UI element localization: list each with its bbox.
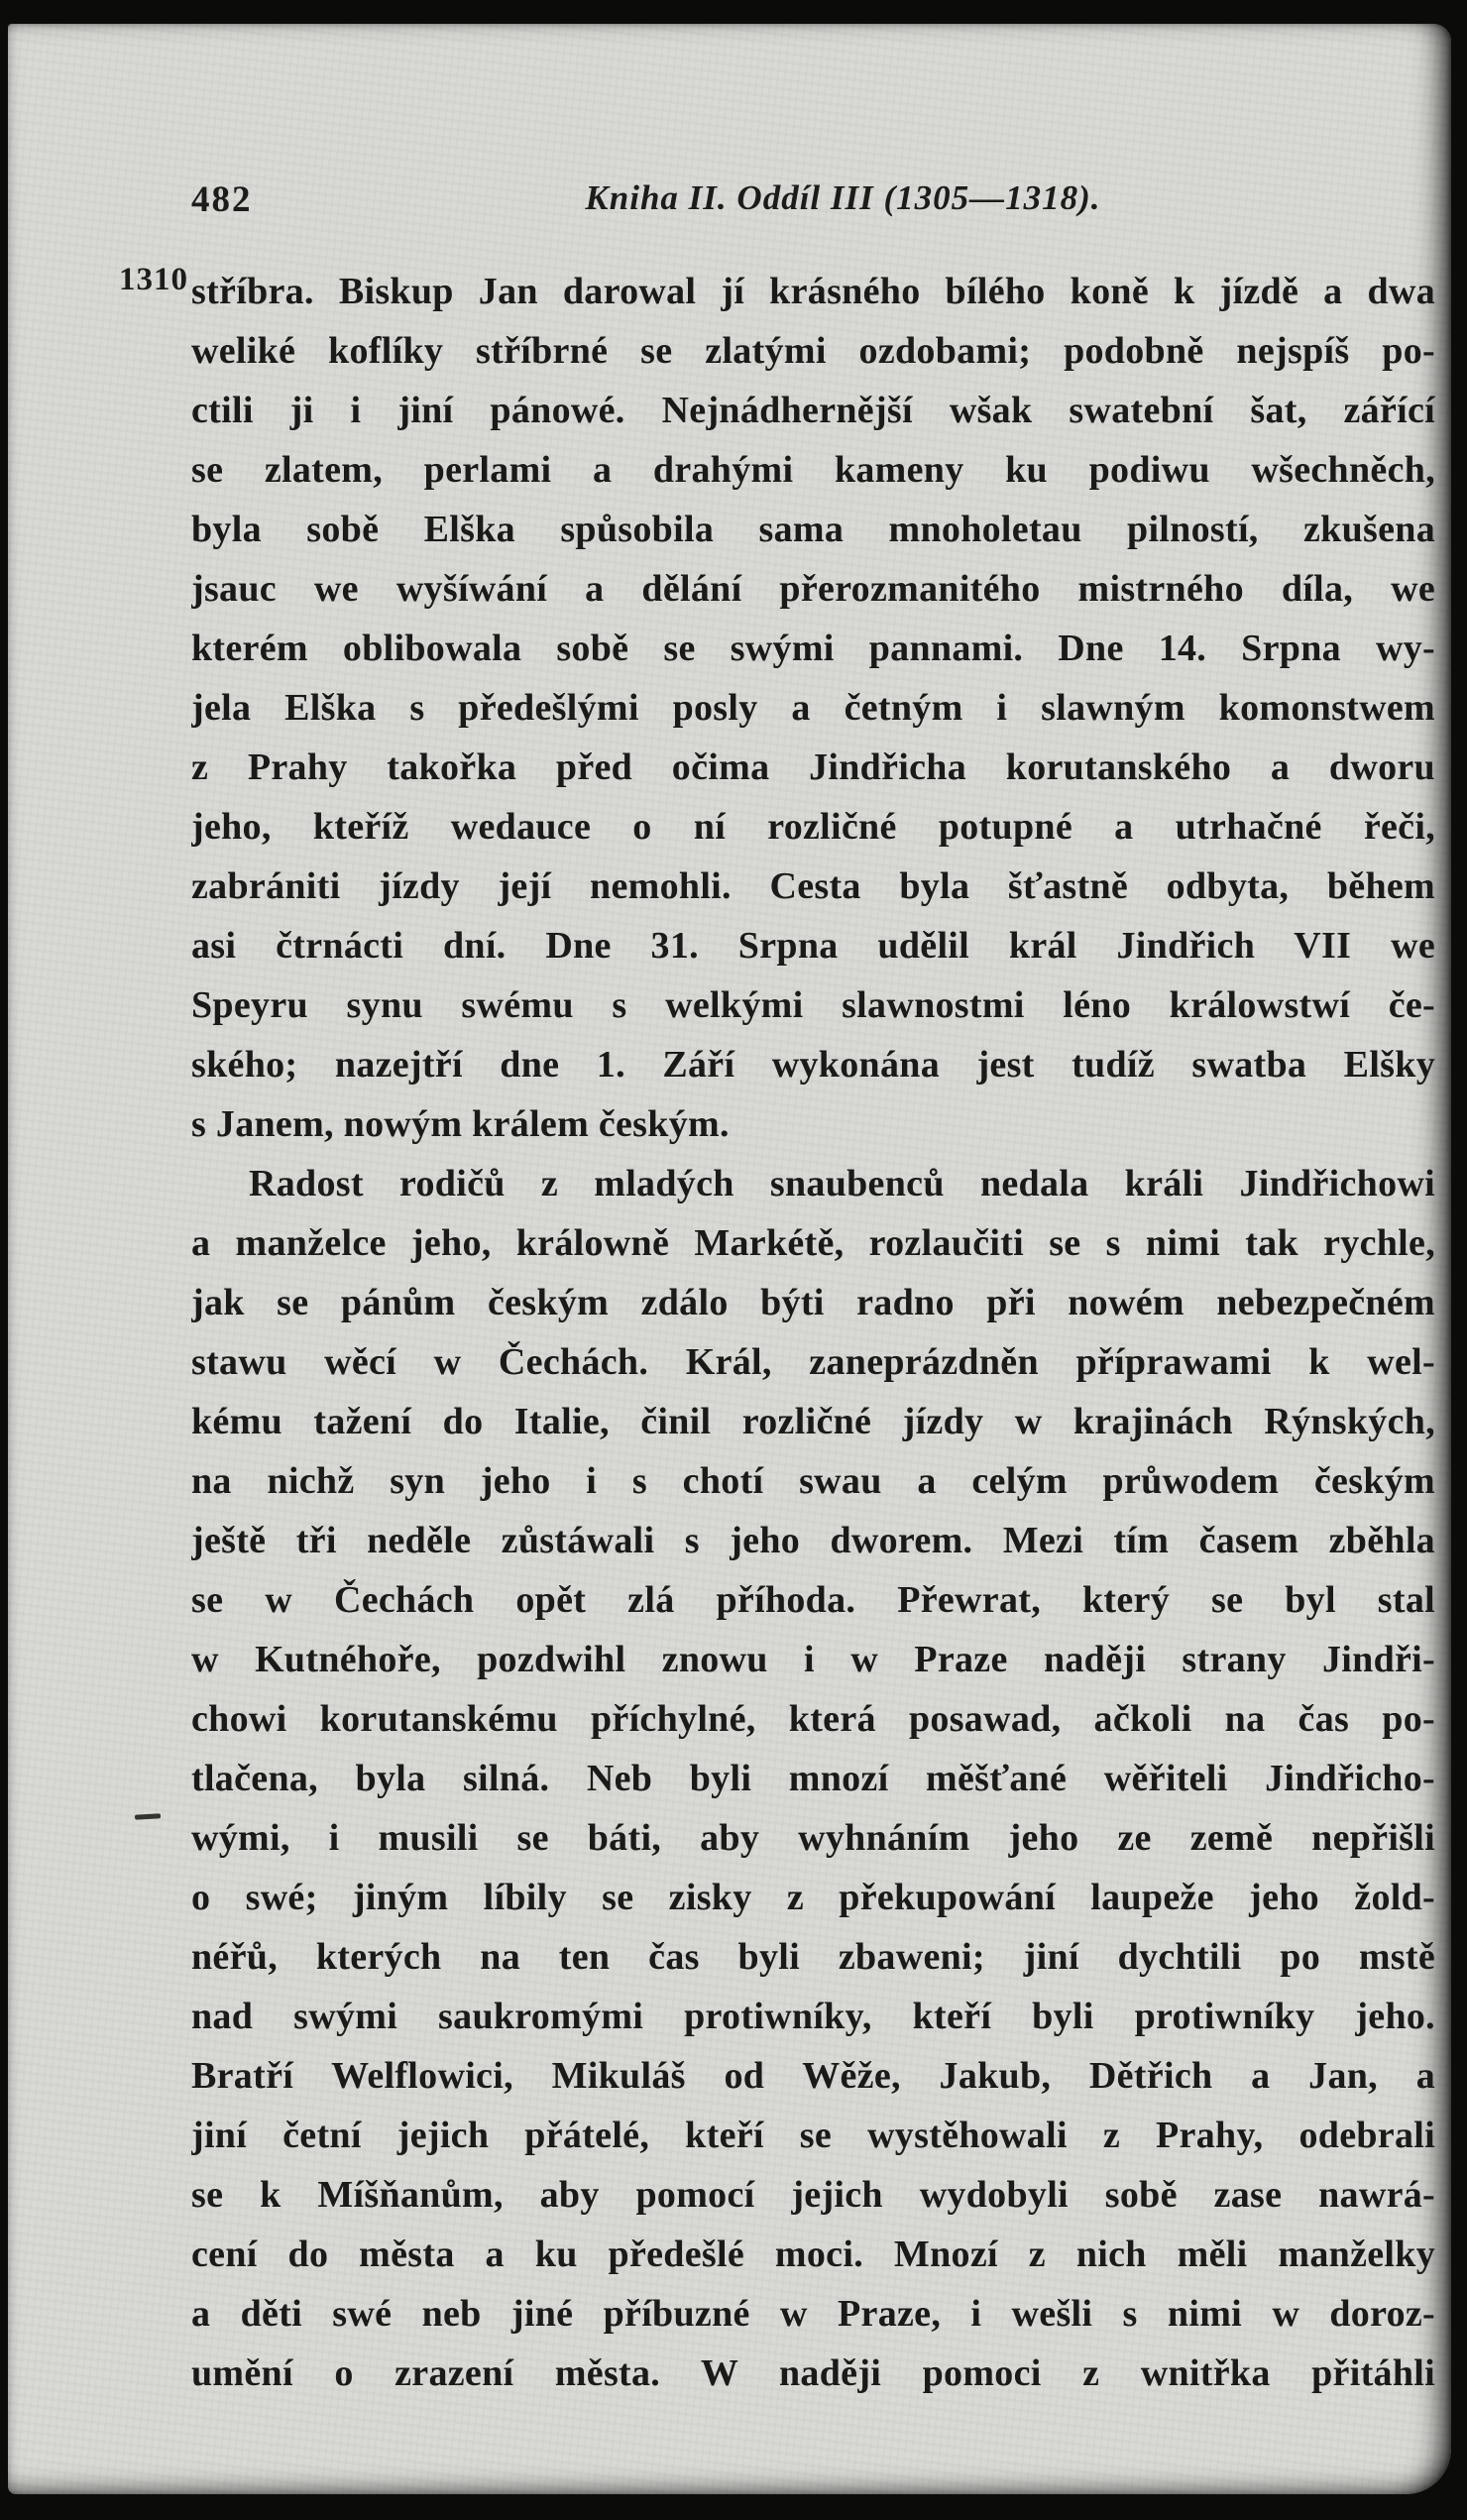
text-line: jela Elška s předešlými posly a četným i slawným komonstwem — [191, 687, 1435, 729]
text-line: byla sobě Elška spůsobila sama mnoholetau pilností, zkušena — [191, 509, 1435, 550]
text-line: zabrániti jízdy její nemohli. Cesta byla šťastně odbyta, během — [191, 865, 1435, 907]
text-line: stříbra. Biskup Jan darowal jí krásného bílého koně k jízdě a dwa — [191, 271, 1435, 312]
paragraph-2 — [191, 1154, 1435, 2403]
text-line: kému tažení do Italie, činil rozličné jízdy w krajinách Rýnských, — [191, 1401, 1435, 1442]
text-line: jeho, kteříž wedauce o ní rozličné potupné a utrhačné řeči, — [191, 806, 1435, 848]
text-line: jsauc we wyšíwání a dělání přerozmanitého mistrného díla, we — [191, 568, 1435, 610]
text-line: chowi korutanskému příchylné, která posawad, ačkoli na čas po- — [191, 1698, 1435, 1740]
text-line: s Janem, nowým králem českým. — [191, 1103, 730, 1145]
text-line: na nichž syn jeho i s chotí swau a celým průwodem českým — [191, 1460, 1435, 1502]
text-line: weliké koflíky stříbrné se zlatými ozdobami; podobně nejspíš po- — [191, 330, 1435, 372]
text-line: ještě tři neděle zůstáwali s jeho dworem. Mezi tím časem zběhla — [191, 1520, 1435, 1561]
text-line: w Kutnéhoře, pozdwihl znowu i w Praze naději strany Jindři- — [191, 1639, 1435, 1680]
text-line: se zlatem, perlami a drahými kameny ku podiwu wšechněch, — [191, 449, 1435, 491]
page-header — [191, 174, 1435, 224]
stray-ink-mark — [135, 1813, 161, 1819]
text-line: ského; nazejtří dne 1. Září wykonána jest tudíž swatba Elšky — [191, 1044, 1435, 1086]
text-line: Speyru synu swému s welkými slawnostmi léno králowstwí če- — [191, 984, 1435, 1026]
text-line: a děti swé neb jiné příbuzné w Praze, i wešli s nimi w doroz- — [191, 2293, 1435, 2335]
text-line: o swé; jiným líbily se zisky z překupowání laupeže jeho žold- — [191, 1877, 1435, 1918]
margin-year-note: 1310 — [119, 262, 188, 297]
text-line: cení do města a ku předešlé moci. Mnozí z nich měli manželky — [191, 2234, 1435, 2275]
text-line: wými, i musili se báti, aby wyhnáním jeho ze země nepřišli — [191, 1817, 1435, 1859]
text-line: umění o zrazení města. W naději pomoci z wnitřka přitáhli — [191, 2352, 1435, 2394]
text-line: z Prahy takořka před očima Jindřicha korutanského a dworu — [191, 746, 1435, 788]
book-page-paper — [8, 24, 1451, 2494]
text-line: jak se pánům českým zdálo býti radno při nowém nebezpečném — [191, 1282, 1435, 1323]
running-title: Kniha II. Oddíl III (1305—1318). — [585, 178, 1101, 217]
text-line: se k Míšňanům, aby pomocí jejich wydobyli sobě zase nawrá- — [191, 2174, 1435, 2216]
text-line: stawu wěcí w Čechách. Král, zaneprázdněn příprawami k wel- — [191, 1341, 1435, 1383]
body-text — [191, 262, 1435, 2403]
text-line: asi čtrnácti dní. Dne 31. Srpna udělil král Jindřich VII we — [191, 925, 1435, 967]
text-line: néřů, kterých na ten čas byli zbaweni; jiní dychtili po mstě — [191, 1936, 1435, 1978]
text-line: Bratří Welflowici, Mikuláš od Wěže, Jakub, Dětřich a Jan, a — [191, 2055, 1435, 2097]
page-number: 482 — [191, 179, 253, 220]
text-line: ctili ji i jiní pánowé. Nejnádhernější wšak swatební šat, zářící — [191, 390, 1435, 431]
text-line: Radost rodičů z mladých snaubenců nedala králi Jindřichowi — [249, 1163, 1435, 1204]
text-line: nad swými saukromými protiwníky, kteří byli protiwníky jeho. — [191, 1996, 1435, 2037]
text-line: a manželce jeho, králowně Markétě, rozlaučiti se s nimi tak rychle, — [191, 1222, 1435, 1264]
text-line: tlačena, byla silná. Neb byli mnozí měšťané wěřiteli Jindřicho- — [191, 1758, 1435, 1799]
text-line: se w Čechách opět zlá příhoda. Přewrat, který se byl stal — [191, 1579, 1435, 1621]
paragraph-1 — [191, 262, 1435, 1154]
text-line: jiní četní jejich přátelé, kteří se wystěhowali z Prahy, odebrali — [191, 2115, 1435, 2156]
text-line: kterém oblibowala sobě se swými pannami. Dne 14. Srpna wy- — [191, 628, 1435, 669]
